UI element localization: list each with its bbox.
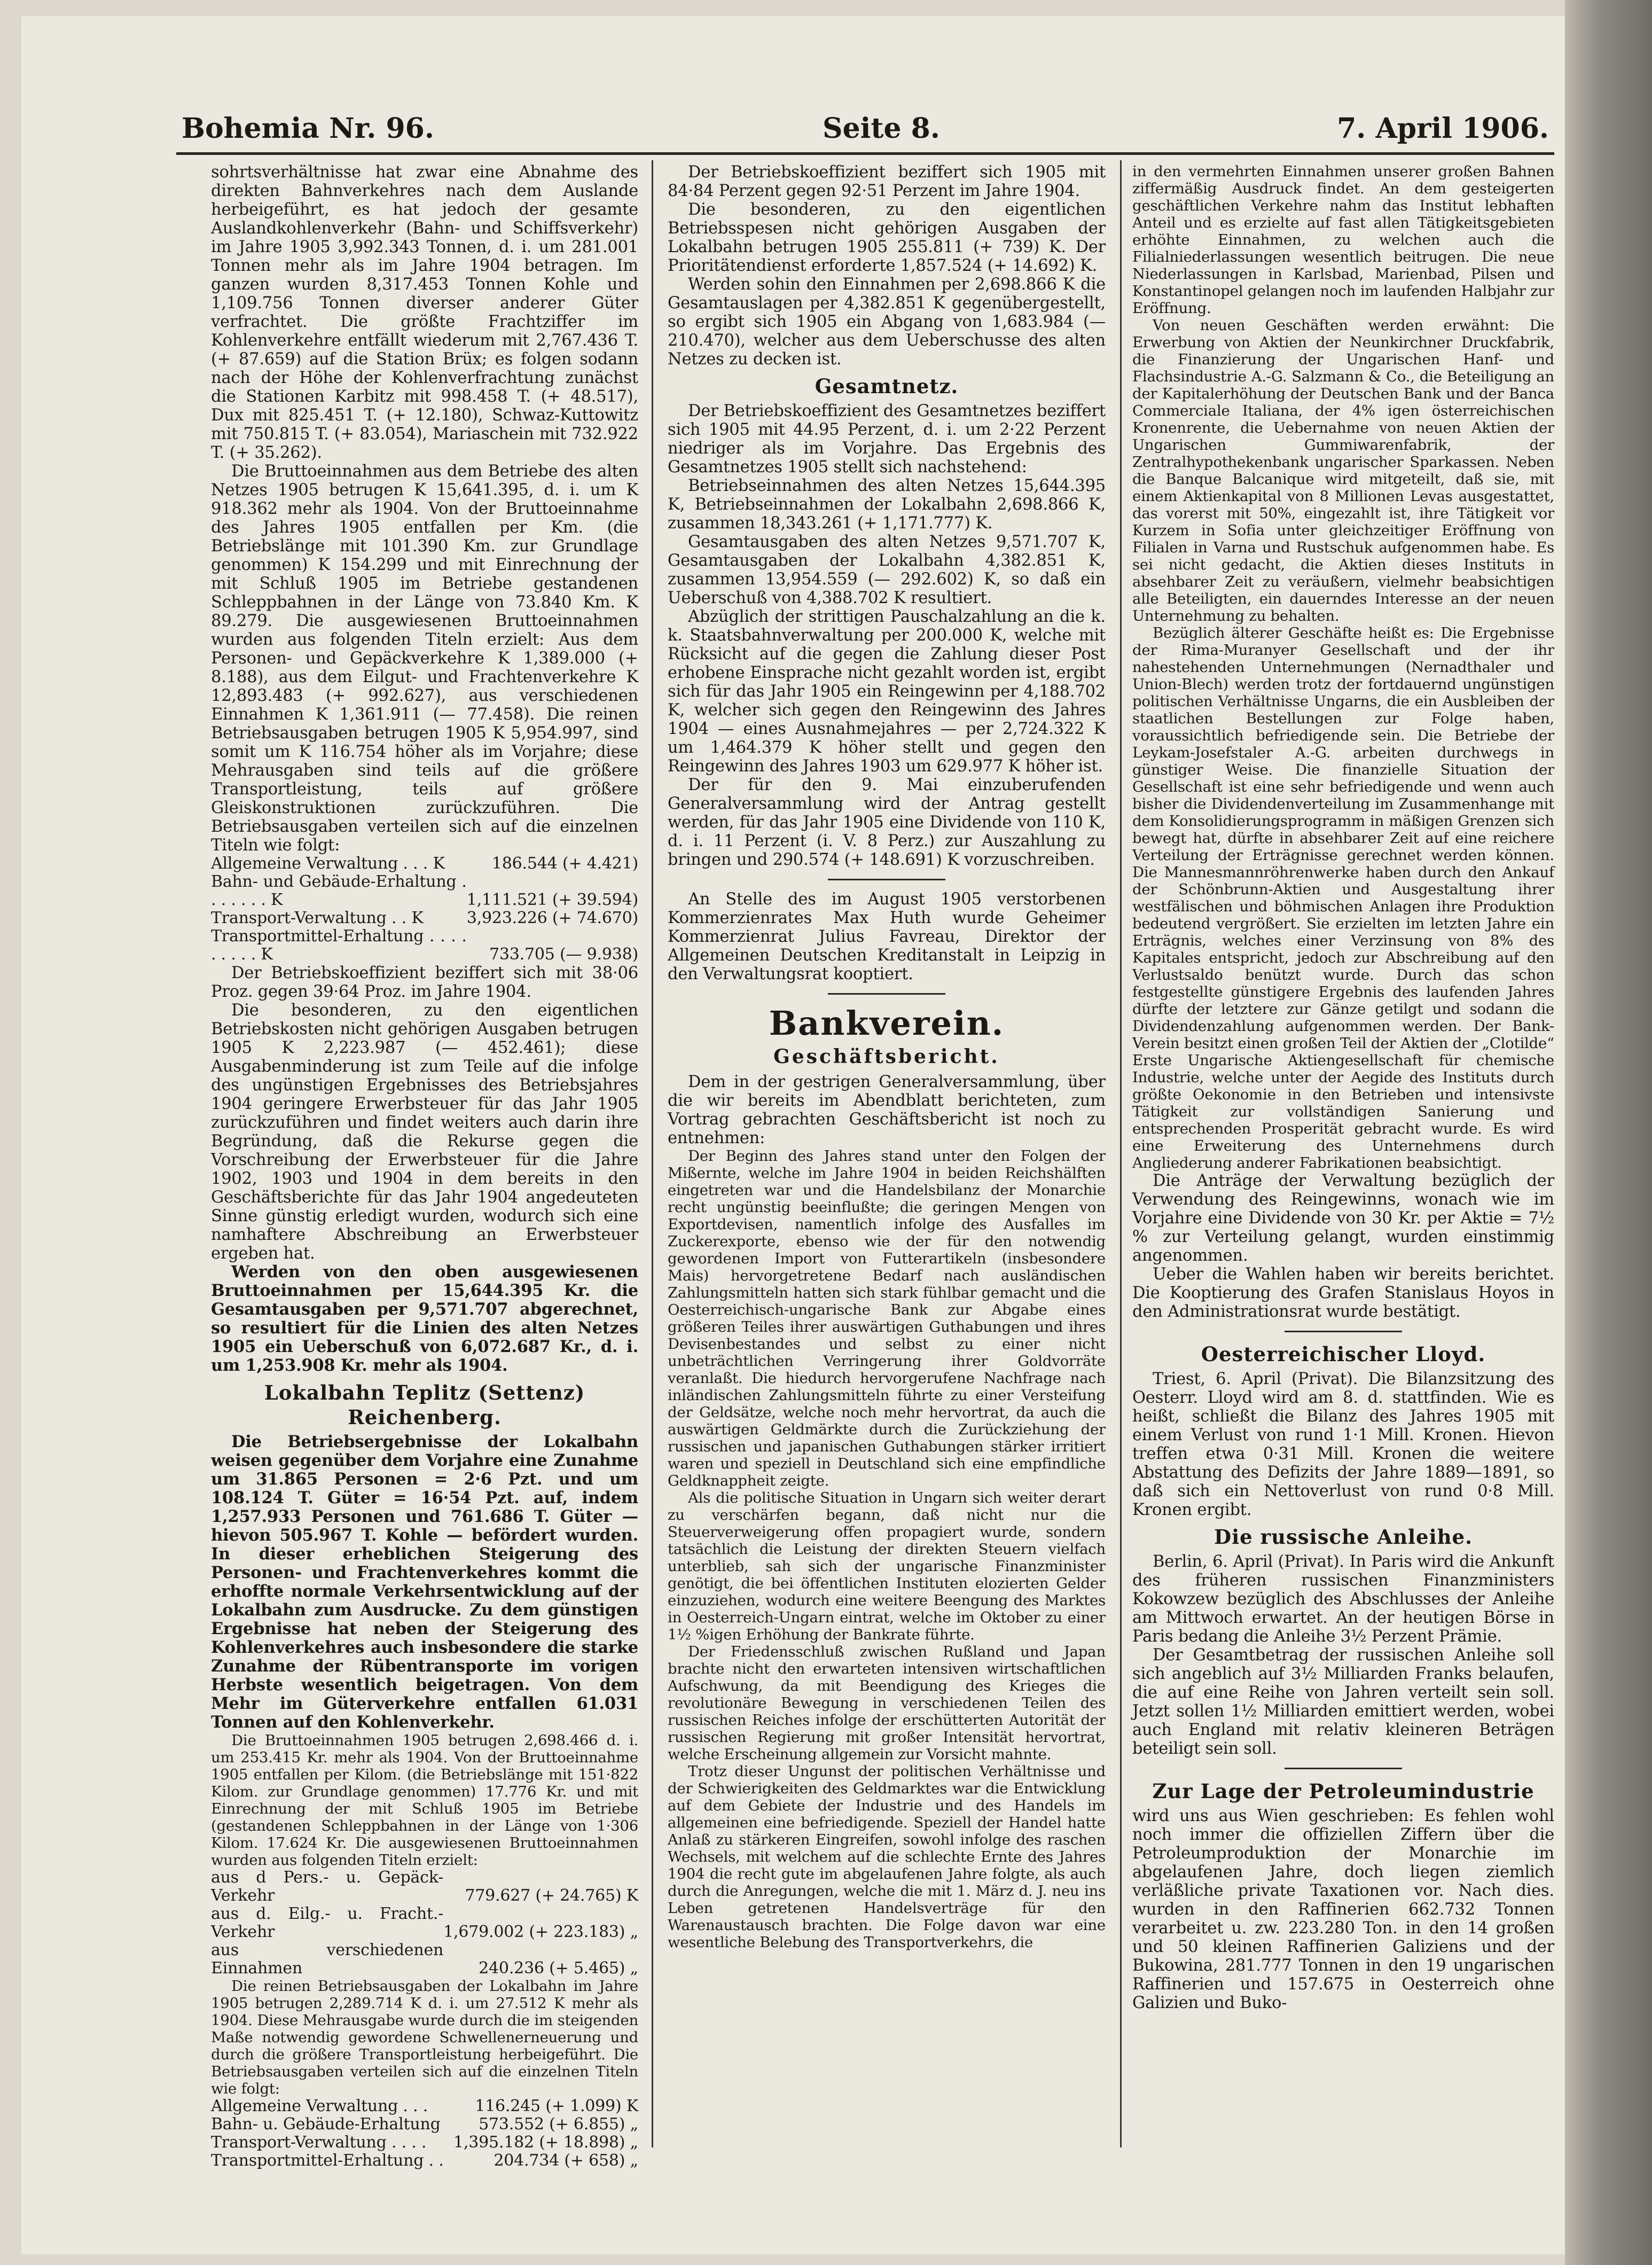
table-row: Transport-Verwaltung . . . . 1,395.182 (+ 18.898) „	[211, 2133, 638, 2152]
table-row: Transportmittel-Erhaltung . . 204.734 (+ 658) „	[211, 2151, 638, 2170]
article-paragraph: sohrtsverhältnisse hat zwar eine Abnahme des direkten Bahnverkehres nach dem Auslande herbeigeführt, es hat jedoch der gesamte Auslandkohlenverkehr (Bahn- und Schiffsverkehr) im Jahre 1905 3,992.343 Tonnen, d. i. um 281.001 Tonnen mehr als im Jahre 1904 betragen. Im ganzen wurden 8,317.453 Tonnen Kohle und 1,109.756 Tonnen diverser anderer Güter verfrachtet. Die größte Frachtziffer im Kohlenverkehre entfällt wiederum mit 2,767.436 T. (+ 87.659) auf die Station Brüx; es folgen sodann nach der Höhe der Kohlenverfrachtung zunächst die Stationen Karbitz mit 998.458 T. (+ 48.517), Dux mit 825.451 T. (+ 12.180), Schwaz-Kuttowitz mit 750.815 T. (+ 83.054), Mariaschein mit 732.922 T. (+ 35.262).	[211, 163, 638, 462]
article-paragraph: Der Beginn des Jahres stand unter den Folgen der Mißernte, welche im Jahre 1904 in beiden Reichshälften eingetreten war und die Handelsbilanz der Monarchie recht ungünstig beeinflußte; die geringen Mengen von Exportdevisen, namentlich infolge des Ausfalles im Zuckerexporte, ebenso wie der für den notwendig gewordenen Import von Futterartikeln (insbesondere Mais) hervorgetretene Bedarf nach ausländischen Zahlungsmitteln hatten sich stark fühlbar gemacht und die Oesterreichisch-ungarische Bank zur Abgabe eines größeren Teiles ihrer auswärtigen Guthabungen und ihres Devisenbestandes und selbst zu einer nicht unbeträchtlichen Verringerung ihrer Goldvorräte veranlaßt. Die hiedurch hervorgerufene Nachfrage nach inländischen Zahlungsmitteln führte zu einer Versteifung der Geldsätze, welche noch mehr hervortrat, da auch die auswärtigen Geldmärkte durch die Zurückziehung der russischen und japanischen Guthabungen stärker irritiert waren und speziell in Deutschland sich eine empfindliche Geldknappheit zeigte.	[668, 1147, 1106, 1489]
article-paragraph: wird uns aus Wien geschrieben: Es fehlen wohl noch immer die offiziellen Ziffern über die Petroleumproduktion der Monarchie im abgelaufenen Jahre, doch liegen ziemlich verläßliche private Taxationen vor. Nach dies. wurden in den Raffinerien 662.732 Tonnen verarbeitet u. zw. 223.280 Ton. in den 14 großen und 50 kleinen Raffinerien Galiziens und der Bukowina, 281.777 Tonnen in den 19 ungarischen Raffinerien und 157.675 in Oesterreich ohne Galizien und Buko-	[1132, 1807, 1554, 2012]
page-header	[182, 112, 1549, 155]
article-paragraph: Die Bruttoeinnahmen aus dem Betriebe des alten Netzes 1905 betrugen K 15,641.395, d. i. um K 918.362 mehr als 1904. Von der Bruttoeinnahme des Jahres 1905 entfallen per Km. (die Betriebslänge mit 101.390 Km. zur Grundlage genommen) K 154.299 und mit Einrechnung der mit Schluß 1905 im Betriebe gestandenen Schleppbahnen in der Länge von 73.840 Km. K 89.279. Die ausgewiesenen Bruttoeinnahmen wurden aus folgenden Titeln erzielt: Aus dem Personen- und Gepäckverkehre K 1,389.000 (+ 8.188), aus dem Eilgut- und Frachtenverkehre K 12,893.483 (+ 992.627), aus verschiedenen Einnahmen K 1,361.911 (— 77.458). Die reinen Betriebsausgaben betrugen 1905 K 5,954.997, sind somit um K 116.754 höher als im Vorjahre; diese Mehrausgaben sind teils auf die größere Transportleistung, teils auf größere Gleiskonstruktionen zurückzuführen. Die Betriebsausgaben verteilen sich auf die einzelnen Titeln wie folgt:	[211, 462, 638, 855]
article-paragraph: Abzüglich der strittigen Pauschalzahlung an die k. k. Staatsbahnverwaltung per 200.000 K, welche mit Rücksicht auf die gegen die Zahlung dieser Post erhobene Einsprache nicht gezahlt worden ist, ergibt sich für das Jahr 1905 ein Reingewinn per 4,188.702 K, welcher sich gegen den Reingewinn des Jahres 1904 — eines Ausnahmejahres — per 2,724.322 K um 1,464.379 K höher stellt und gegen den Reingewinn des Jahres 1903 um 629.977 K höher ist.	[668, 607, 1106, 776]
section-heading: Oesterreichischer Lloyd.	[1201, 1342, 1486, 1366]
separator	[1285, 1768, 1402, 1769]
article-paragraph: Trotz dieser Ungunst der politischen Verhältnisse und der Schwierigkeiten des Geldmarktes war die Entwicklung auf dem Gebiete der Industrie und des Handels im allgemeinen eine befriedigende. Speziell der Handel hatte Anlaß zu stärkeren Eingreifen, sowohl infolge des raschen Wechsels, mit welchem auf die schlechte Ernte des Jahres 1904 die recht gute im abgelaufenen Jahre folgte, als auch durch die Anregungen, welche die mit 1. März d. J. neu ins Leben getretenen Handelsverträge für den Warenaustausch brachten. Die Folge davon war eine wesentliche Belebung des Transportverkehrs, die	[668, 1763, 1106, 1951]
article-paragraph: Gesamtausgaben des alten Netzes 9,571.707 K, Gesamtausgaben der Lokalbahn 4,382.851 K, zusammen 13,954.559 (— 292.602) K, so daß ein Ueberschuß von 4,388.702 K resultiert.	[668, 533, 1106, 607]
page-number: Seite 8.	[823, 112, 940, 145]
column-divider	[652, 160, 653, 2147]
article-paragraph: Betriebseinnahmen des alten Netzes 15,644.395 K, Betriebseinnahmen der Lokalbahn 2,698.866 K, zusammen 18,343.261 (+ 1,171.777) K.	[668, 477, 1106, 533]
expense-table	[211, 2097, 638, 2170]
header-rule	[176, 152, 1554, 155]
article-paragraph: Der für den 9. Mai einzuberufenden Generalversammlung wird der Antrag gestellt werden, für das Jahr 1905 eine Dividende von 110 K, d. i. 11 Perzent (i. V. 8 Perz.) zur Auszahlung zu bringen und 290.574 (+ 148.691) K vorzuschreiben.	[668, 776, 1106, 869]
column-3	[1132, 163, 1554, 2150]
article-paragraph: Ueber die Wahlen haben wir bereits berichtet. Die Kooptierung des Grafen Stanislaus Hoyos in den Administrationsrat wurde bestätigt.	[1132, 1265, 1554, 1321]
table-row: Bahn- u. Gebäude-Erhaltung 573.552 (+ 6.855) „	[211, 2115, 638, 2134]
masthead-issue: Bohemia Nr. 96.	[182, 112, 434, 145]
separator	[828, 879, 945, 880]
table-row: aus d Pers.- u. Gepäck-Verkehr 779.627 (+ 24.765) K	[211, 1868, 638, 1905]
article-paragraph: Die besonderen, zu den eigentlichen Betriebsspesen nicht gehörigen Ausgaben der Lokalbahn betrugen 1905 255.811 (+ 739) K. Der Prioritätendienst erforderte 1,857.524 (+ 14.692) K.	[668, 200, 1106, 275]
section-heading: Bankverein.	[769, 1004, 1005, 1043]
article-paragraph: Triest, 6. April (Privat). Die Bilanzsitzung des Oesterr. Lloyd wird am 8. d. stattfinden. Wie es heißt, schließt die Bilanz des Jahres 1905 mit einem Verlust von rund 1·1 Mill. Kronen. Hievon treffen etwa 0·31 Mill. Kronen die weitere Abstattung des Defizits der Jahre 1889—1891, so daß sich ein Nettoverlust von rund 0·8 Mill. Kronen ergibt.	[1132, 1370, 1554, 1519]
section-heading: Die russische Anleihe.	[1214, 1525, 1473, 1549]
separator	[828, 993, 945, 995]
table-row: Bahn- und Gebäude-Erhaltung . . . . . . . K 1,111.521 (+ 39.594)	[211, 872, 638, 909]
table-row: aus d. Eilg.- u. Fracht.-Verkehr 1,679.002 (+ 223.183) „	[211, 1904, 638, 1941]
article-paragraph: Als die politische Situation in Ungarn sich weiter derart zu verschärfen begann, daß nicht nur die Steuerverweigerung offen propagiert wurde, sondern tatsächlich die Leistung der direkten Steuern vielfach unterblieb, sah sich der ungarische Finanzminister genötigt, die bei öffentlichen Instituten elozierten Gelder einzuziehen, wodurch eine weitere Beengung des Marktes in Oesterreich-Ungarn eintrat, welche im Oktober zu einer 1½ %igen Erhöhung der Bankrate führte.	[668, 1489, 1106, 1643]
article-paragraph: Der Friedensschluß zwischen Rußland und Japan brachte nicht den erwarteten intensiven wirtschaftlichen Aufschwung, da mit Beendigung des Krieges die revolutionäre Bewegung in verschiedenen Teilen des russischen Reiches infolge der erschütterten Autorität der russischen Regierung mit großer Intensität hervortrat, welche Erscheinung allgemein zur Vorsicht mahnte.	[668, 1643, 1106, 1763]
table-row: aus verschiedenen Einnahmen 240.236 (+ 5.465) „	[211, 1941, 638, 1978]
article-paragraph: Von neuen Geschäften werden erwähnt: Die Erwerbung von Aktien der Neunkirchner Druckfabrik, die Finanzierung der Ungarischen Hanf- und Flachsindustrie A.-G. Salzmann & Co., die Beteiligung an der Kapitalerhöhung der Deutschen Bank und der Banca Commerciale Italiana, der 4% igen österreichischen Kronenrente, die Uebernahme von neuen Aktien der Ungarischen Gummiwarenfabrik, der Zentralhypothekenbank ungarischer Sparkassen. Neben die Banque Balcanique wird mitgeteilt, daß sie, mit einem Aktienkapital von 8 Millionen Levas ausgestattet, das vorerst mit 50%, eingezahlt ist, ihre Tätigkeit vor Kurzem in Sofia unter gleichzeitiger Eröffnung von Filialen in Varna und Rustschuk aufgenommen habe. Es sei nicht gedacht, die Aktien dieses Instituts in absehbarer Zeit zu veräußern, vielmehr beabsichtigen alle Beteiligten, ein dauerndes Interesse an der neuen Unternehmung zu behalten.	[1132, 317, 1554, 624]
separator	[1285, 1331, 1402, 1332]
expense-table	[211, 855, 638, 964]
article-paragraph: Dem in der gestrigen Generalversammlung, über die wir bereits im Abendblatt berichteten, zum Vortrag gebrachten Geschäftsbericht ist noch zu entnehmen:	[668, 1073, 1106, 1147]
section-heading: Gesamtnetz.	[815, 374, 959, 398]
table-row: Allgemeine Verwaltung . . . K 186.544 (+ 4.421)	[211, 854, 638, 873]
income-table	[211, 1869, 638, 1978]
column-1	[211, 163, 638, 2170]
section-subheading: Geschäftsbericht.	[773, 1045, 1000, 1068]
column-2	[668, 163, 1106, 2150]
article-paragraph: Berlin, 6. April (Privat). In Paris wird die Ankunft des früheren russischen Finanzministers Kokowzew bezüglich des Abschlusses der Anleihe am Mittwoch erwartet. An der heutigen Börse in Paris bedang die Anleihe 3½ Perzent Prämie.	[1132, 1552, 1554, 1646]
article-paragraph: Werden sohin den Einnahmen per 2,698.866 K die Gesamtauslagen per 4,382.851 K gegenübergestellt, so ergibt sich 1905 ein Abgang von 1,683.984 (— 210.470), welcher aus dem Ueberschusse des alten Netzes zu decken ist.	[668, 275, 1106, 369]
article-paragraph: Der Betriebskoeffizient beziffert sich 1905 mit 84·84 Perzent gegen 92·51 Perzent im Jahre 1904.	[668, 163, 1106, 200]
article-paragraph: Die reinen Betriebsausgaben der Lokalbahn im Jahre 1905 betrugen 2,289.714 K d. i. um 27.512 K mehr als 1904. Diese Mehrausgabe wurde durch die im steigenden Maße notwendig gewordene Schwellenerneuerung und durch die größere Transportleistung herbeigeführt. Die Betriebsausgaben verteilen sich auf die einzelnen Titeln wie folgt:	[211, 1978, 638, 2097]
table-row: Allgemeine Verwaltung . . . 116.245 (+ 1.099) K	[211, 2097, 638, 2115]
article-paragraph: Der Betriebskoeffizient des Gesamtnetzes beziffert sich 1905 mit 44.95 Perzent, d. i. um 2·22 Perzent niedriger als im Vorjahre. Das Ergebnis des Gesamtnetzes 1905 stellt sich nachstehend:	[668, 402, 1106, 477]
column-divider	[1120, 160, 1122, 2147]
table-row: Transport-Verwaltung . . K 3,923.226 (+ 74.670)	[211, 909, 638, 927]
article-paragraph: Die Bruttoeinnahmen 1905 betrugen 2,698.466 d. i. um 253.415 Kr. mehr als 1904. Von der Bruttoeinnahme 1905 entfallen per Kilom. (die Betriebslänge mit 151·822 Kilom. zur Grundlage genommen) 17.776 Kr. und mit Einrechnung der mit Schluß 1905 im Betriebe (gestandenen Schleppbahnen in der Länge von 1·306 Kilom. 17.624 Kr. Die ausgewiesenen Bruttoeinnahmen wurden aus folgenden Titeln erzielt:	[211, 1732, 638, 1869]
article-paragraph: in den vermehrten Einnahmen unserer großen Bahnen ziffermäßig Ausdruck findet. An dem gesteigerten geschäftlichen Verkehre nahm das Institut lebhaften Anteil und es erzielte auf fast allen Tätigkeitsgebieten erhöhte Einnahmen, zu welchen auch die Filialniederlassungen wesentlich beitrugen. Die neue Niederlassungen in Karlsbad, Marienbad, Pilsen und Konstantinopel gelangen noch im laufenden Halbjahr zur Eröffnung.	[1132, 163, 1554, 317]
table-row: Transportmittel-Erhaltung . . . . . . . . . K 733.705 (— 9.938)	[211, 927, 638, 964]
article-paragraph: Bezüglich älterer Geschäfte heißt es: Die Ergebnisse der Rima-Muranyer Gesellschaft und der ihr nahestehenden Unternehmungen (Nernadthaler und Union-Blech) werden trotz der fortdauernd ungünstigen politischen Verhältnisse Ungarns, die ein Ausbleiben der staatlichen Bestellungen zur Folge haben, voraussichtlich befriedigende sein. Die Betriebe der Leykam-Josefstaler A.-G. arbeiten durchwegs in günstiger Weise. Die finanzielle Situation der Gesellschaft ist eine sehr befriedigende und wenn auch bisher die Dividendenverteilung im Zusammenhange mit dem Konsolidierungsprogramm in mäßigen Grenzen sich bewegt hat, dürfte in absehbarer Zeit auf eine reichere Verteilung der Erträgnisse gerechnet werden können. Die Mannesmannröhrenwerke haben durch den Ankauf der Schönbrunn-Aktien und Ausgestaltung ihrer westfälischen und böhmischen Anlagen ihre Produktion bedeutend vergrößert. Sie erzielten im letzten Jahre ein Erträgnis, welches einer Verzinsung von 8% des Kapitales entspricht, jedoch zur Abschreibung auf den Verlustsaldo benützt wurde. Durch das schon festgestellte günstigere Ergebnis des laufenden Jahres dürfte der letztere zur Gänze getilgt und sodann die Dividendenzahlung aufgenommen werden. Der Bank-Verein besitzt einen großen Teil der Aktien der „Clotilde“ Erste Ungarische Aktiengesellschaft für chemische Industrie, welche unter der Aegide des Instituts durch größte Oekonomie in den Betrieben und intensivste Tätigkeit zur vollständigen Sanierung und entsprechenden Prosperität gebracht wurde. Es wird eine Erweiterung des Unternehmens durch Angliederung anderer Fabrikationen beabsichtigt.	[1132, 624, 1554, 1171]
article-paragraph: Der Gesamtbetrag der russischen Anleihe soll sich angeblich auf 3½ Milliarden Franks belaufen, die auf eine Reihe von Jahren verteilt sein soll. Jetzt sollen 1½ Milliarden emittiert werden, wobei auch England mit relativ kleineren Beträgen beteiligt sein soll.	[1132, 1646, 1554, 1758]
article-paragraph: Die besonderen, zu den eigentlichen Betriebskosten nicht gehörigen Ausgaben betrugen 1905 K 2,223.987 (— 452.461); diese Ausgabenminderung ist zum Teile auf die infolge des ungünstigen Ergebnisses des Betriebsjahres 1904 geringere Erwerbsteuer für das Jahr 1905 zurückzuführen und findet weiters auch darin ihre Begründung, daß die Rekurse gegen die Vorschreibung der Erwerbsteuer für die Jahre 1902, 1903 und 1904 in dem bereits in den Geschäftsberichte für das Jahr 1904 angedeuteten Sinne günstig erledigt wurden, wodurch sich eine namhaftere Abschreibung an Erwerbsteuer ergeben hat.	[211, 1001, 638, 1263]
article-paragraph: Die Betriebsergebnisse der Lokalbahn weisen gegenüber dem Vorjahre eine Zunahme um 31.865 Personen = 2·6 Pzt. und um 108.124 T. Güter = 16·54 Pzt. auf, indem 1,257.933 Personen und 761.686 T. Güter — hievon 505.967 T. Kohle — befördert wurden. In dieser erheblichen Steigerung des Personen- und Frachtenverkehres kommt die erhoffte normale Verkehrsentwicklung auf der Lokalbahn zum Ausdrucke. Zu dem günstigen Ergebnisse hat neben der Steigerung des Kohlenverkehres auch insbesondere die starke Zunahme der Rübentransporte im vorigen Herbste wesentlich beigetragen. Von dem Mehr im Güterverkehre entfallen 61.031 Tonnen auf den Kohlenverkehr.	[211, 1432, 638, 1732]
article-paragraph: Die Anträge der Verwaltung bezüglich der Verwendung des Reingewinns, wonach wie im Vorjahre eine Dividende von 30 Kr. per Aktie = 7½ % zur Verteilung gelangt, wurden einstimmig angenommen.	[1132, 1171, 1554, 1265]
article-paragraph: An Stelle des im August 1905 verstorbenen Kommerzienrates Max Huth wurde Geheimer Kommerzienrat Julius Favreau, Direktor der Allgemeinen Deutschen Kreditanstalt in Leipzig in den Verwaltungsrat kooptiert.	[668, 890, 1106, 983]
issue-date: 7. April 1906.	[1337, 112, 1549, 145]
section-heading: Zur Lage der Petroleumindustrie	[1152, 1779, 1534, 1803]
article-paragraph: Der Betriebskoeffizient beziffert sich mit 38·06 Proz. gegen 39·64 Proz. im Jahre 1904.	[211, 964, 638, 1001]
section-heading: Lokalbahn Teplitz (Settenz) Reichenberg.	[264, 1381, 585, 1429]
scan-edge	[1565, 0, 1652, 2265]
article-paragraph: Werden von den oben ausgewiesenen Bruttoeinnahmen per 15,644.395 Kr. die Gesamtausgaben per 9,571.707 abgerechnet, so resultiert für die Linien des alten Netzes 1905 ein Ueberschuß von 6,072.687 Kr., d. i. um 1,253.908 Kr. mehr als 1904.	[211, 1262, 638, 1375]
